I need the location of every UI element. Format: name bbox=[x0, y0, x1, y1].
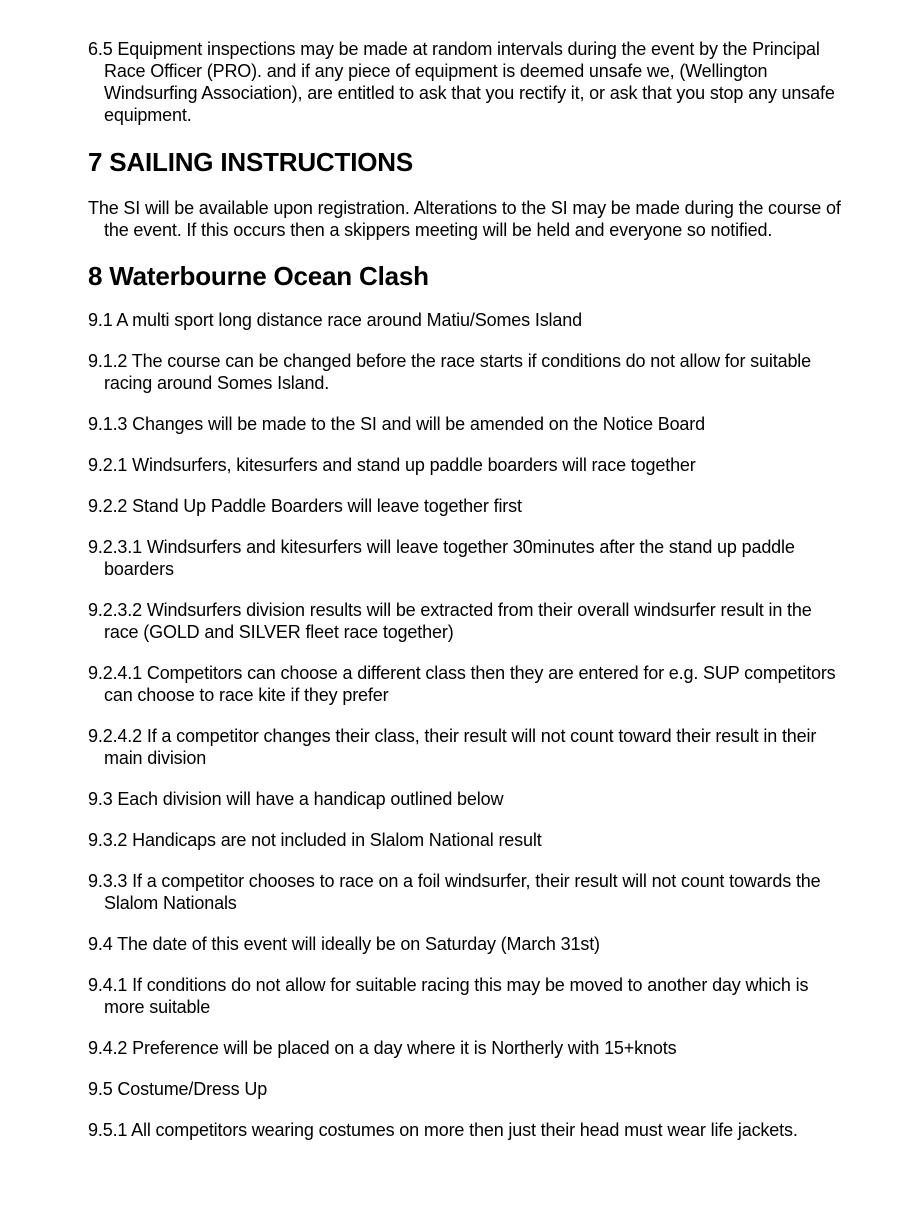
list-item: 9.4.2 Preference will be placed on a day where it is Northerly with 15+knots bbox=[88, 1038, 677, 1058]
list-item: 9.1.2 The course can be changed before the race starts if conditions do not allow for suitable racing around Somes Island. bbox=[88, 351, 812, 393]
section-7-heading: 7 SAILING INSTRUCTIONS bbox=[88, 147, 413, 177]
list-item: 9.3.2 Handicaps are not included in Slalom National result bbox=[88, 830, 542, 850]
paragraph-6-5: 6.5 Equipment inspections may be made at random intervals during the event by the Principal Race Officer (PRO). and if any piece of equipment is deemed unsafe we, (Wellington Windsurfing Association), are entitled to ask that you rectify it, or ask that you stop any unsafe equipment. bbox=[88, 39, 835, 125]
list-item: 9.5 Costume/Dress Up bbox=[88, 1079, 268, 1099]
list-item: 9.2.2 Stand Up Paddle Boarders will leave together first bbox=[88, 496, 522, 516]
list-item: 9.3 Each division will have a handicap outlined below bbox=[88, 789, 504, 809]
list-item: 9.2.4.2 If a competitor changes their class, their result will not count toward their result in their main division bbox=[88, 726, 817, 768]
list-item: 9.3.3 If a competitor chooses to race on a foil windsurfer, their result will not count towards the Slalom Nationals bbox=[88, 871, 821, 913]
document-page bbox=[88, 38, 848, 1160]
list-item: 9.1.3 Changes will be made to the SI and will be amended on the Notice Board bbox=[88, 414, 705, 434]
list-item: 9.2.3.1 Windsurfers and kitesurfers will leave together 30minutes after the stand up paddle boarders bbox=[88, 537, 795, 579]
section-8-heading: 8 Waterbourne Ocean Clash bbox=[88, 261, 429, 291]
list-item: 9.5.1 All competitors wearing costumes on more then just their head must wear life jackets. bbox=[88, 1120, 798, 1140]
list-item: 9.2.1 Windsurfers, kitesurfers and stand up paddle boarders will race together bbox=[88, 455, 696, 475]
list-item: 9.1 A multi sport long distance race around Matiu/Somes Island bbox=[88, 310, 582, 330]
sailing-instructions-paragraph: The SI will be available upon registration. Alterations to the SI may be made during the course of the event. If this occurs then a skippers meeting will be held and everyone so notified. bbox=[88, 198, 841, 240]
list-item: 9.4 The date of this event will ideally be on Saturday (March 31st) bbox=[88, 934, 600, 954]
section-8-items bbox=[88, 309, 848, 1141]
list-item: 9.2.3.2 Windsurfers division results will be extracted from their overall windsurfer result in the race (GOLD and SILVER fleet race together) bbox=[88, 600, 812, 642]
list-item: 9.4.1 If conditions do not allow for suitable racing this may be moved to another day which is more suitable bbox=[88, 975, 809, 1017]
list-item: 9.2.4.1 Competitors can choose a different class then they are entered for e.g. SUP competitors can choose to race kite if they prefer bbox=[88, 663, 836, 705]
